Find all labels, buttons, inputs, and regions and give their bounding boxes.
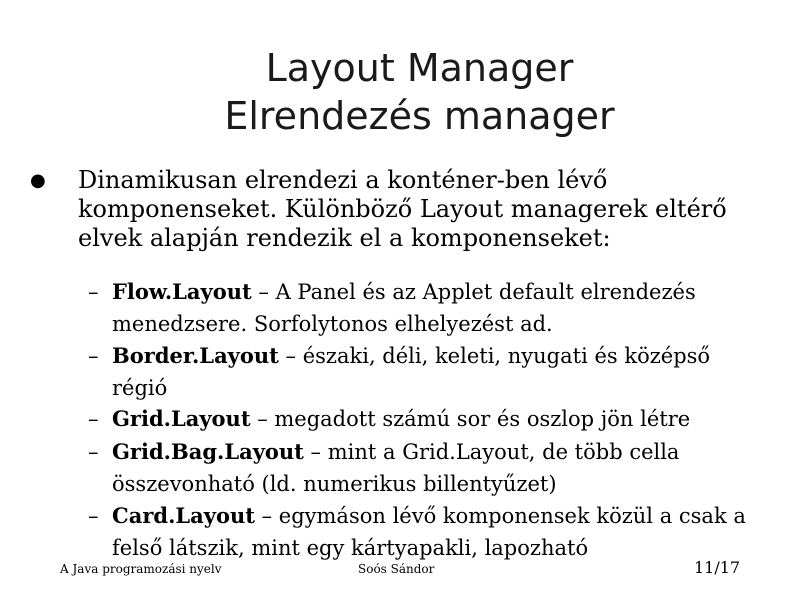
main-bullet-text: Dinamikusan elrendezi a konténer-ben lévő komponenseket. Különböző Layout managerek eltérő elvek alapján rendezik el a komponenseket: <box>78 166 727 252</box>
sub-bullet-desc: – megadott számú sor és oszlop jön létre <box>250 407 691 431</box>
title-line-1: Layout Manager <box>265 46 574 90</box>
bullet-dot-icon: ● <box>30 170 46 191</box>
sub-bullet-desc: – egymáson lévő komponensek közül a csak a felső látszik, mint egy kártyapakli, lapozható <box>112 504 746 560</box>
sub-bullet-desc: – mint a Grid.Layout, de több cella összevonható (ld. numerikus billentyűzet) <box>112 440 680 496</box>
sub-bullet-term: Border.Layout <box>112 343 279 368</box>
title-line-2: Elrendezés manager <box>224 94 615 138</box>
dash-icon: – <box>88 280 99 304</box>
dash-icon: – <box>88 344 99 368</box>
sub-bullet-term: Grid.Layout <box>112 406 251 431</box>
dash-icon: – <box>88 407 99 431</box>
sub-bullet-desc: – északi, déli, keleti, nyugati és középső régió <box>112 344 711 400</box>
sub-bullet-term: Grid.Bag.Layout <box>112 439 304 464</box>
page-number: 11/17 <box>694 558 741 577</box>
dash-icon: – <box>88 504 99 528</box>
sub-bullet-term: Card.Layout <box>112 503 255 528</box>
sub-bullet-desc: – A Panel és az Applet default elrendezés menedzsere. Sorfolytonos elhelyezést ad. <box>112 280 696 336</box>
dash-icon: – <box>88 440 99 464</box>
sub-bullet-term: Flow.Layout <box>112 279 252 304</box>
footer-course: A Java programozási nyelv <box>60 562 222 576</box>
slide-title <box>0 44 794 140</box>
footer-author: Soós Sándor <box>358 562 435 576</box>
